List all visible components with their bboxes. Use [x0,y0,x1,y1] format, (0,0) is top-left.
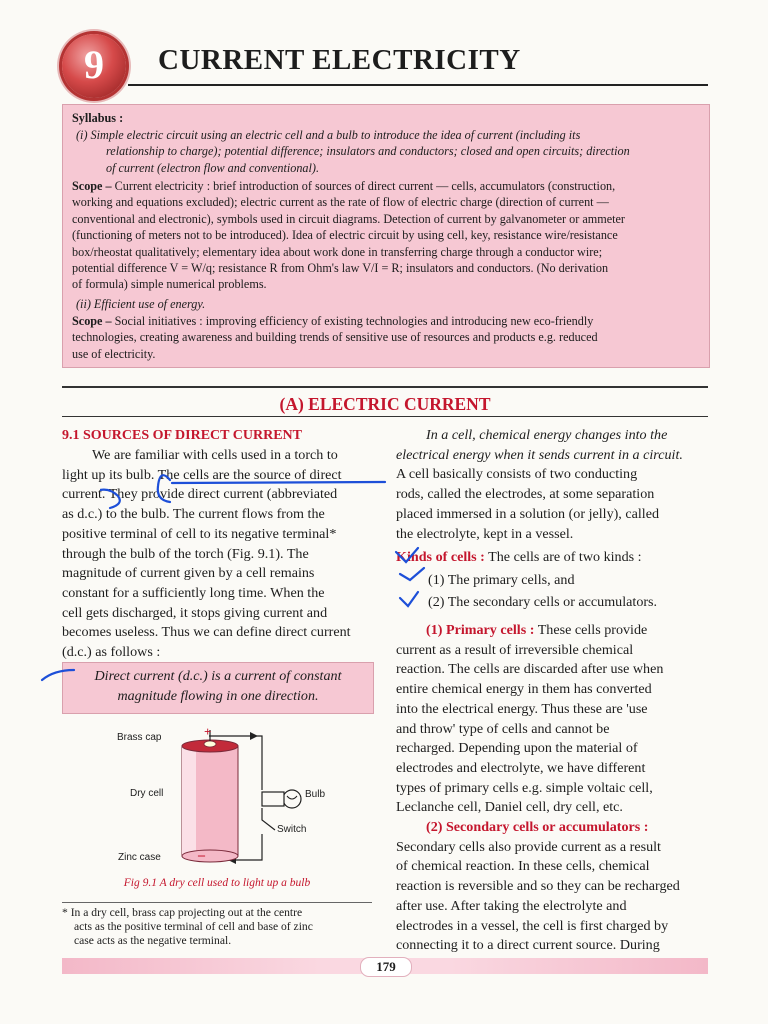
sub-heading-sources: 9.1 SOURCES OF DIRECT CURRENT [62,428,302,443]
syllabus-heading: Syllabus : [72,111,124,125]
right-intro: In a cell, chemical energy changes into the electrical energy when it sends current in a circuit. A cell basically consists of two conducting rods, called the electrodes, at some separation placed immersed in a solution (or jelly), called the electrolyte, kept in a vessel. [396,427,683,542]
cell-highlight [182,746,196,856]
section-rule-bottom [62,416,708,417]
brass-cap [204,741,216,747]
cell-bottom [182,850,238,862]
footnote: * In a dry cell, brass cap projecting out at the centre acts as the positive terminal of cell and base of zinc case acts as the negative terminal. [62,906,313,947]
figure-caption: Fig 9.1 A dry cell used to light up a bulb [123,877,311,889]
label-dry-cell: Dry cell [130,788,164,799]
syllabus-scope-2: Scope – Social initiatives : improving efficiency of existing technologies and introducing new eco-friendly technologies, creating awareness and building trends of sensitive use of resources and products e.g. reduced use of electricity. [72,314,598,361]
bulb-base [262,792,284,806]
arrow-head [250,732,258,740]
plus-sign: + [204,724,212,739]
chapter-title: CURRENT ELECTRICITY [158,44,521,76]
syllabus-item-2: (ii) Efficient use of energy. [76,297,206,311]
bulb-filament [287,796,297,799]
pen-checkmarks [384,546,434,616]
chapter-number: 9 [84,42,104,87]
kind-primary: (1) The primary cells, and [428,572,575,588]
footnote-rule [62,902,372,903]
primary-cells-paragraph: (1) Primary cells : These cells provide current as a result of irreversible chemical reaction. The cells are discarded after use when entire chemical energy in them has converted into the electrical energy. Thus these are 'use and throw' type of cells and cannot be recharged. Depending upon the material of electrodes and electrolyte, we have different types of primary cells e.g. simple voltaic cell, Leclanche cell, Daniel cell, dry cell, etc. [396,622,664,816]
kinds-of-cells: Kinds of cells : The cells are of two kinds : [396,549,642,565]
switch-lever [262,808,275,830]
definition-text: Direct current (d.c.) is a current of constant magnitude flowing in one direction. [94,668,342,704]
kind-secondary: (2) The secondary cells or accumulators. [428,594,658,610]
syllabus-scope-1: Scope – Current electricity : brief introduction of sources of direct current — cells, accumulators (construction, working and equations excluded); electric current as the rate of flow of electric charge (direction of current — conventional and electronic), symbols used in circuit diagrams. Detection of current by galvanometer or ammeter (functioning of meters not to be introduced). Idea of electric circuit by using cell, key, resistance wire/resistance box/rheostat qualitatively; elementary idea about work done in transferring charge through a conductor wire; potential difference V = W/q; resistance R from Ohm's law V/I = R; insulators and conductors. (No derivation of formula) simple numerical problems. [72,179,625,292]
section-heading: (A) ELECTRIC CURRENT [279,394,491,414]
title-rule [128,84,708,86]
secondary-cells-paragraph: (2) Secondary cells or accumulators : Secondary cells also provide current as a result of chemical reaction. In these cells, chemical reaction is reversible and so they can be recharged after use. After taking the electrolyte and electrodes in a vessel, the cell is first charged by connecting it to a direct current source. During [396,819,680,954]
label-zinc-case: Zinc case [118,852,161,863]
label-brass-cap: Brass cap [117,732,162,743]
pen-mark-definition [40,664,80,688]
section-rule-top [62,386,708,388]
minus-sign: – [198,848,205,863]
label-switch: Switch [277,824,307,835]
pen-underline-annotation [100,460,390,510]
left-paragraph: We are familiar with cells used in a torch to light up its bulb. The cells are the source of direct current. They provide direct current (abbreviated as d.c.) to the bulb. The current flows from the positive terminal of cell to its negative terminal* through the bulb of the torch (Fig. 9.1). The magnitude of current given by a cell remains constant for a sufficiently long time. When the cell gets discharged, it stops giving current and becomes useless. Thus we can define direct current (d.c.) as follows : [62,447,351,661]
syllabus-item-1: (i) Simple electric circuit using an electric cell and a bulb to introduce the idea of current (including its relationship to charge); potential difference; insulators and conductors; closed and open circuits; direction of current (electron flow and conventional). [76,128,630,175]
label-bulb: Bulb [305,789,326,800]
page-number: 179 [360,957,412,977]
